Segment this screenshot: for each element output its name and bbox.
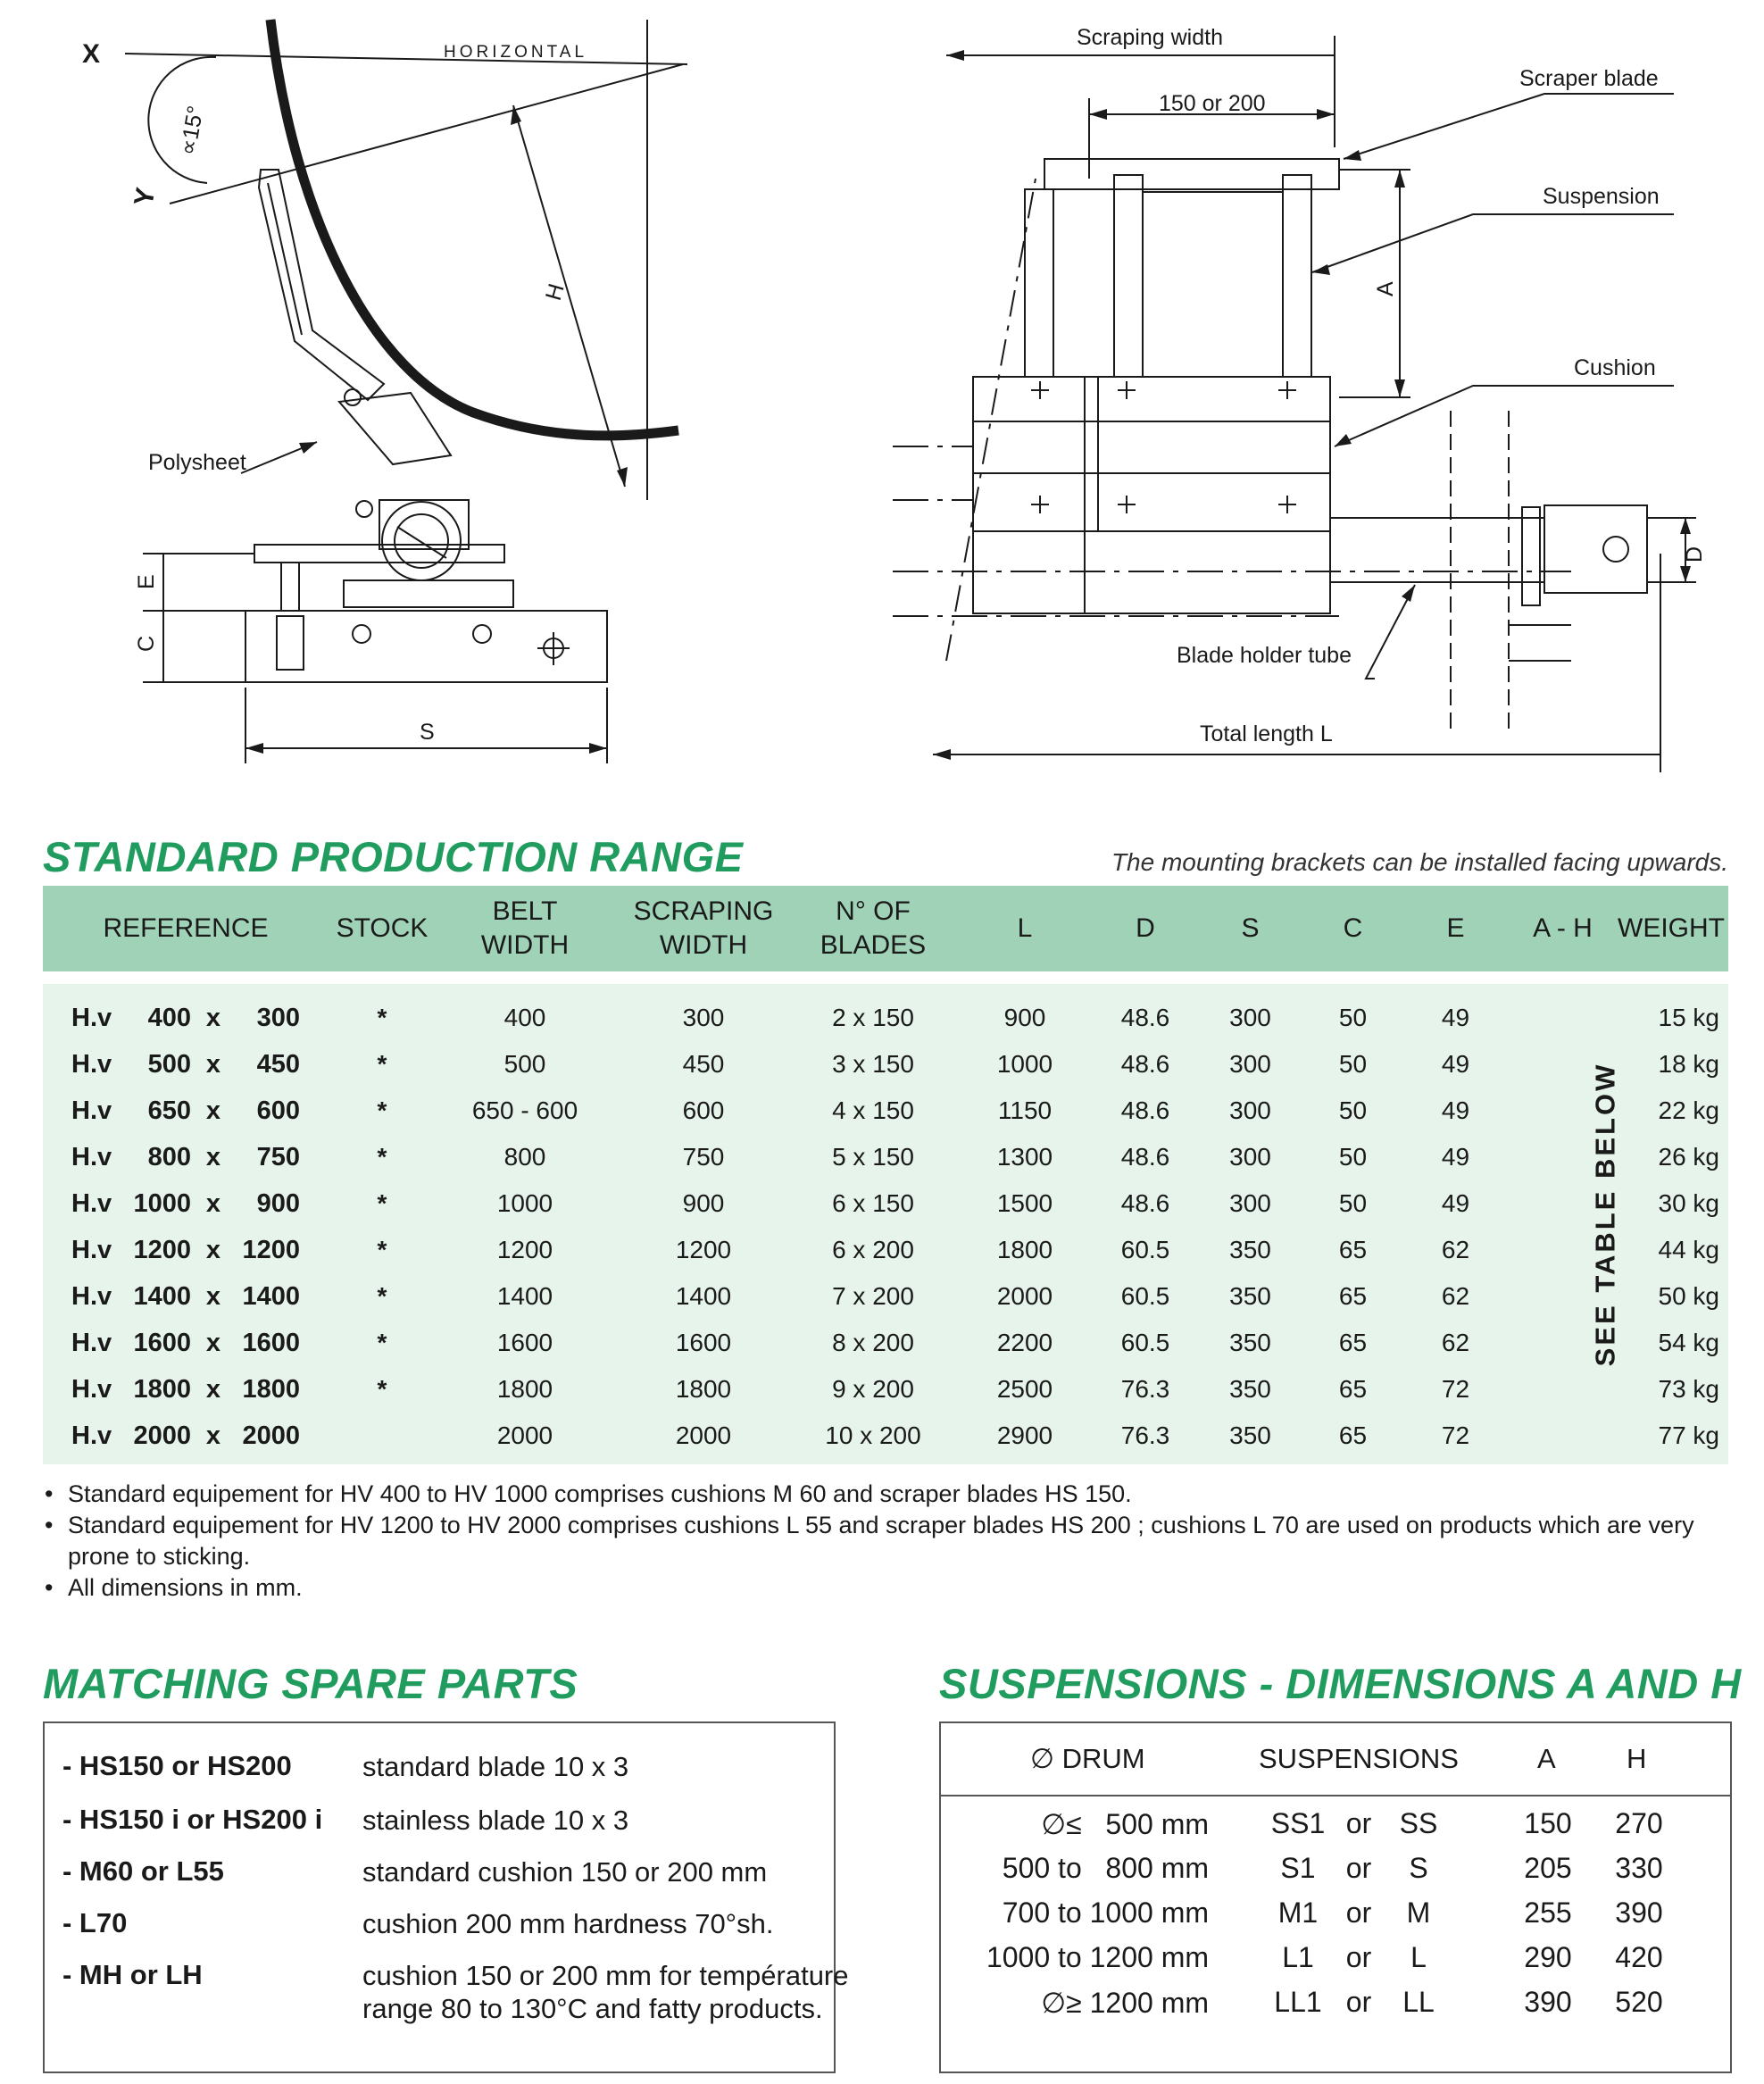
weight-cell: 54 kg [1658,1329,1719,1356]
note-2: • Standard equipement for HV 1200 to HV 2000 comprises cushions L 55 and scraper blades HS 200 ; cushions L 70 are used on products which are very [43,1510,1739,1541]
e-cell: 49 [1441,1004,1470,1031]
col-d: D [1136,913,1155,943]
stock-cell: * [377,1282,387,1310]
stock-cell: * [377,1236,387,1263]
s-cell: 350 [1229,1375,1271,1403]
suspension-1-cell: LL1 [1274,1986,1322,2018]
d-cell: 76.3 [1120,1421,1170,1449]
l-cell: 2000 [996,1282,1053,1310]
reference-cell: H.v 2000 x 2000 [71,1421,300,1450]
s-cell: 350 [1229,1236,1271,1263]
drum-cell: ∅≤ 500 mm [1041,1808,1209,1840]
c-cell: 65 [1338,1236,1368,1263]
s-cell: 300 [1229,1143,1271,1171]
stock-cell: * [377,1375,387,1403]
blades-cell: 6 x 200 [832,1236,914,1263]
blades-cell: 3 x 150 [832,1050,914,1078]
a-cell: 390 [1524,1986,1572,2018]
stock-cell: * [377,1143,387,1171]
range-notes [43,1479,1739,1604]
blades-cell: 8 x 200 [832,1329,914,1356]
scraper-blade-label: Scraper blade [1519,66,1659,91]
a-cell: 150 [1524,1807,1572,1839]
spare-part-description: standard cushion 150 or 200 mm [362,1856,768,1888]
table-row [43,1134,1728,1180]
d-cell: 48.6 [1120,1004,1170,1031]
suspension-or-cell: or [1345,1852,1372,1884]
polysheet-label: Polysheet [148,450,246,475]
e-cell: 62 [1441,1236,1470,1263]
blades-cell: 10 x 200 [825,1421,921,1449]
d-cell: 48.6 [1120,1189,1170,1217]
belt-width-cell: 1600 [496,1329,553,1356]
col-scraping-width: SCRAPING WIDTH [633,896,774,960]
col-s: S [1241,913,1260,943]
c-cell: 50 [1338,1096,1368,1124]
stock-cell: * [377,1004,387,1031]
h-cell: 270 [1615,1807,1663,1839]
scraping-width-cell: 750 [682,1143,725,1171]
e-cell: 49 [1441,1143,1470,1171]
col-e: E [1446,913,1465,943]
reference-cell: H.v 1400 x 1400 [71,1281,300,1311]
c-cell: 65 [1338,1375,1368,1403]
x-axis-label: X [82,39,101,69]
e-cell: 49 [1441,1050,1470,1078]
d-cell: 48.6 [1120,1050,1170,1078]
c-cell: 50 [1338,1050,1368,1078]
spare-parts-box [43,1721,849,2073]
col-blades: N° OF BLADES [820,896,927,960]
drum-cell: 1000 to 1200 mm [986,1941,1209,1973]
l-cell: 2900 [996,1421,1053,1449]
scraping-width-cell: 300 [682,1004,725,1031]
a-cell: 290 [1524,1941,1572,1973]
e-cell: 49 [1441,1189,1470,1217]
l-cell: 1800 [996,1236,1053,1263]
stock-cell: * [377,1096,387,1124]
h-cell: 330 [1615,1852,1663,1884]
col-l: L [1017,913,1033,943]
l-cell: 2500 [996,1375,1053,1403]
weight-cell: 18 kg [1658,1050,1719,1078]
belt-width-cell: 400 [503,1004,546,1031]
suspension-1-cell: S1 [1280,1852,1316,1884]
weight-cell: 44 kg [1658,1236,1719,1263]
reference-cell: H.v 1600 x 1600 [71,1328,300,1357]
reference-cell: H.v 650 x 600 [71,1096,300,1125]
s-cell: 300 [1229,1096,1271,1124]
d-cell: 48.6 [1120,1143,1170,1171]
scraping-width-cell: 1400 [675,1282,732,1310]
e-cell: 62 [1441,1282,1470,1310]
weight-cell: 26 kg [1658,1143,1719,1171]
table-header [43,886,1728,971]
suspension-2-cell: SS [1399,1807,1438,1839]
blades-cell: 9 x 200 [832,1375,914,1403]
table-row [43,1041,1728,1088]
table-row [43,995,1728,1041]
table-row [43,1088,1728,1134]
weight-cell: 22 kg [1658,1096,1719,1124]
spare-parts-title: MATCHING SPARE PARTS [43,1660,578,1707]
c-cell: 65 [1338,1421,1368,1449]
suspensions-table [939,1721,1732,2073]
reference-cell: H.v 1200 x 1200 [71,1235,300,1264]
d-cell: 60.5 [1120,1236,1170,1263]
reference-cell: H.v 500 x 450 [71,1049,300,1079]
d-dimension-label: D [1682,546,1707,563]
see-table-below: SEE TABLE BELOW [1589,1062,1620,1367]
s-cell: 300 [1229,1189,1271,1217]
drum-cell: ∅≥ 1200 mm [1041,1987,1209,2019]
belt-width-cell: 500 [503,1050,546,1078]
c-cell: 65 [1338,1282,1368,1310]
l-cell: 1500 [996,1189,1053,1217]
spare-part-description: stainless blade 10 x 3 [362,1805,629,1836]
col-suspensions: SUSPENSIONS [1259,1743,1459,1774]
suspension-or-cell: or [1345,1896,1372,1929]
suspension-or-cell: or [1345,1941,1372,1973]
side-view-drawing [0,0,893,786]
suspension-2-cell: M [1406,1896,1431,1929]
table-row [43,1180,1728,1227]
e-cell: 72 [1441,1421,1470,1449]
spare-part-code: - HS150 or HS200 [62,1750,292,1781]
spare-part-description-line2: range 80 to 130°C and fatty products. [362,1993,823,2024]
angle-label: ∝15° [175,104,209,158]
stock-cell: * [377,1050,387,1078]
cushion-label: Cushion [1574,355,1656,380]
h-cell: 420 [1615,1941,1663,1973]
s-cell: 350 [1229,1329,1271,1356]
suspension-2-cell: L [1410,1941,1427,1973]
c-cell: 65 [1338,1329,1368,1356]
range-title: STANDARD PRODUCTION RANGE [43,833,744,880]
horizontal-label: HORIZONTAL [444,43,588,62]
s-cell: 300 [1229,1050,1271,1078]
drum-cell: 500 to 800 mm [1002,1852,1209,1884]
l-cell: 1000 [996,1050,1053,1078]
weight-cell: 30 kg [1658,1189,1719,1217]
h-cell: 390 [1615,1896,1663,1929]
weight-cell: 73 kg [1658,1375,1719,1403]
col-weight: WEIGHT [1618,913,1725,943]
blade-holder-tube-label: Blade holder tube [1177,643,1352,668]
belt-width-cell: 800 [503,1143,546,1171]
reference-cell: H.v 800 x 750 [71,1142,300,1171]
col-h: H [1627,1743,1647,1774]
suspension-or-cell: or [1345,1807,1372,1839]
s-dimension-label: S [420,720,435,745]
col-reference: REFERENCE [103,913,269,943]
l-cell: 1300 [996,1143,1053,1171]
spare-part-description: cushion 200 mm hardness 70°sh. [362,1908,774,1939]
belt-width-cell: 1000 [496,1189,553,1217]
table-row [43,1366,1728,1413]
d-cell: 60.5 [1120,1282,1170,1310]
d-cell: 76.3 [1120,1375,1170,1403]
production-range-table [43,886,1728,1464]
s-cell: 300 [1229,1004,1271,1031]
l-cell: 1150 [997,1096,1053,1124]
suspension-1-cell: L1 [1282,1941,1314,1973]
reference-cell: H.v 1000 x 900 [71,1188,300,1218]
scraping-width-cell: 900 [682,1189,725,1217]
col-a-h: A - H [1533,913,1593,943]
table-row [43,1227,1728,1273]
weight-cell: 50 kg [1658,1282,1719,1310]
a-cell: 255 [1524,1896,1572,1929]
suspension-1-cell: M1 [1277,1896,1319,1929]
spare-part-code: - L70 [62,1907,128,1938]
range-note: The mounting brackets can be installed facing upwards. [1111,848,1728,876]
spare-part-code: - M60 or L55 [62,1855,224,1887]
spare-part-code: - HS150 i or HS200 i [62,1804,323,1835]
s-cell: 350 [1229,1282,1271,1310]
e-cell: 62 [1441,1329,1470,1356]
reference-cell: H.v 400 x 300 [71,1003,300,1032]
scraping-width-cell: 1800 [675,1375,732,1403]
col-c: C [1343,913,1363,943]
blades-cell: 7 x 200 [832,1282,914,1310]
c-cell: 50 [1338,1189,1368,1217]
l-cell: 2200 [996,1329,1053,1356]
col-stock: STOCK [336,913,429,943]
suspension-label: Suspension [1543,184,1660,209]
suspension-2-cell: S [1409,1852,1428,1884]
note-2-continued: prone to sticking. [68,1543,251,1570]
suspension-or-cell: or [1345,1986,1372,2018]
note-1: • Standard equipement for HV 400 to HV 1000 comprises cushions M 60 and scraper blades HS 150. [43,1479,1739,1510]
a-dimension-label: A [1373,281,1398,296]
scraping-width-cell: 1600 [675,1329,732,1356]
total-length-label: Total length L [1200,721,1333,746]
e-dimension-label: E [134,574,159,589]
spare-part-description: cushion 150 or 200 mm for température range 80 to 130°C and fatty products. [362,1960,849,2024]
s-cell: 350 [1229,1421,1271,1449]
suspensions-title: SUSPENSIONS - DIMENSIONS A AND H [939,1660,1742,1707]
col-belt-width: BELT WIDTH [480,896,570,960]
y-axis-label: Y [129,185,162,209]
scraping-width-cell: 600 [682,1096,725,1124]
stock-cell: * [377,1189,387,1217]
table-body [43,984,1728,1464]
l-cell: 900 [1003,1004,1046,1031]
suspension-2-cell: LL [1402,1986,1435,2018]
c-cell: 50 [1338,1004,1368,1031]
spare-part-description: standard blade 10 x 3 [362,1751,629,1782]
blades-cell: 6 x 150 [832,1189,914,1217]
table-row [43,1273,1728,1320]
suspension-1-cell: SS1 [1270,1807,1326,1839]
d-cell: 48.6 [1120,1096,1170,1124]
c-cell: 50 [1338,1143,1368,1171]
scraping-width-cell: 450 [682,1050,725,1078]
belt-width-cell: 1200 [496,1236,553,1263]
c-dimension-label: C [134,635,159,652]
h-dimension-label: H [540,280,570,304]
table-row [43,1320,1728,1366]
note-3: • All dimensions in mm. [43,1572,1739,1604]
blades-cell: 5 x 150 [832,1143,914,1171]
suspensions-header [941,1723,1730,1796]
col-drum: ∅ DRUM [1030,1743,1145,1774]
blades-cell: 4 x 150 [832,1096,914,1124]
belt-width-cell: 1800 [496,1375,553,1403]
e-cell: 49 [1441,1096,1470,1124]
stock-cell: * [377,1329,387,1356]
blade-pitch-label: 150 or 200 [1159,91,1266,116]
spare-part-item [54,1959,849,2030]
table-row [43,1413,1728,1459]
belt-width-cell: 650 - 600 [471,1096,578,1124]
e-cell: 72 [1441,1375,1470,1403]
weight-cell: 15 kg [1658,1004,1719,1031]
front-view-drawing [893,0,1764,786]
reference-cell: H.v 1800 x 1800 [71,1374,300,1404]
scraping-width-cell: 1200 [675,1236,732,1263]
scraping-width-cell: 2000 [675,1421,732,1449]
weight-cell: 77 kg [1658,1421,1719,1449]
d-cell: 60.5 [1120,1329,1170,1356]
a-cell: 205 [1524,1852,1572,1884]
drum-cell: 700 to 1000 mm [1002,1896,1209,1929]
spare-part-code: - MH or LH [62,1959,203,1990]
col-a: A [1537,1743,1556,1774]
blades-cell: 2 x 150 [832,1004,914,1031]
scraping-width-label: Scraping width [1077,25,1223,50]
h-cell: 520 [1615,1986,1663,2018]
belt-width-cell: 1400 [496,1282,553,1310]
belt-width-cell: 2000 [496,1421,553,1449]
